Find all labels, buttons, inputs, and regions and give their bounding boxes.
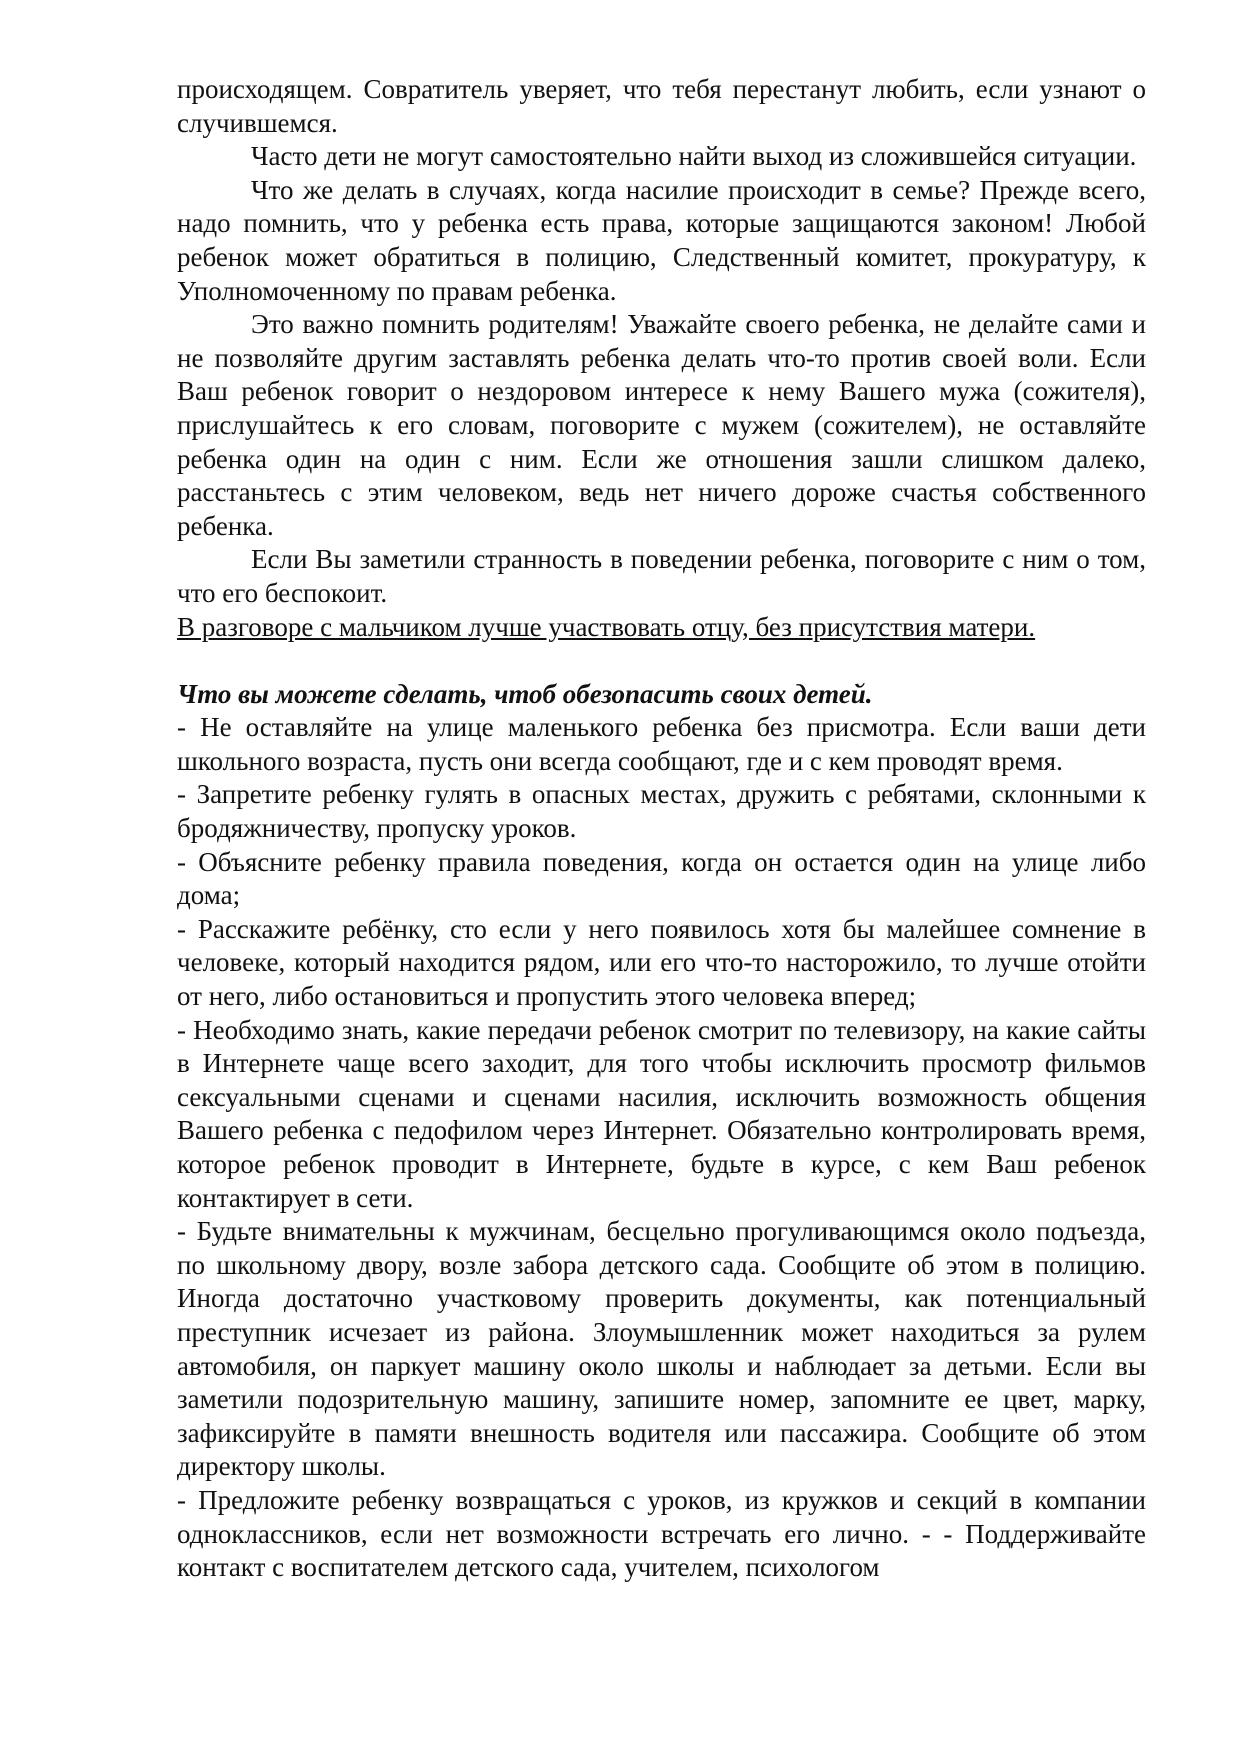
list-item: - Запретите ребенку гулять в опасных местах, дружить с ребятами, склонными к бродяжничеству, пропуску уроков.	[177, 779, 1146, 844]
section-heading: Что вы можете сделать, чтоб обезопасить своих детей.	[177, 678, 873, 709]
list-item: - Предложите ребенку возвращаться с уроков, из кружков и секций в компании одноклассников, если нет возможности встречать его лично. - - Поддерживайте контакт с воспитателем детского сада, учителем, психологом	[177, 1484, 1146, 1583]
paragraph-family-violence: Что же делать в случаях, когда насилие происходит в семье? Прежде всего, надо помнить, что у ребенка есть права, которые защищаются законом! Любой ребенок может обратиться в полицию, Следственный комитет, прокуратуру, к Уполномоченному по правам ребенка.	[177, 174, 1146, 306]
list-item: - Необходимо знать, какие передачи ребенок смотрит по телевизору, на какие сайты в Интернете чаще всего заходит, для того чтобы исключить просмотр фильмов сексуальными сценами и сценами насилия, исключить возможность общения Вашего ребенка с педофилом через Интернет. Обязательно контролировать время, которое ребенок проводит в Интернете, будьте в курсе, с кем Ваш ребенок контактирует в сети.	[177, 1014, 1146, 1213]
document-page	[177, 73, 1146, 1585]
paragraph-parents-advice: Это важно помнить родителям! Уважайте своего ребенка, не делайте сами и не позволяйте другим заставлять ребенка делать что-то против своей воли. Если Ваш ребенок говорит о нездоровом интересе к нему Вашего мужа (сожителя), прислушайтесь к его словам, поговорите с мужем (сожителем), не оставляйте ребенка один на один с ним. Если же отношения зашли слишком далеко, расстаньтесь с этим человеком, ведь нет ничего дороже счастья собственного ребенка.	[177, 309, 1146, 541]
paragraph-continuation: происходящем. Совратитель уверяет, что тебя перестанут любить, если узнают о случившемся.	[177, 74, 1146, 138]
underlined-note: В разговоре с мальчиком лучше участвовать отцу, без присутствия матери.	[177, 611, 1036, 642]
list-item: - Не оставляйте на улице маленького ребенка без присмотра. Если ваши дети школьного возраста, пусть они всегда сообщают, где и с кем проводят время.	[177, 712, 1146, 776]
list-item: - Объясните ребенку правила поведения, когда он остается один на улице либо дома;	[177, 846, 1146, 911]
paragraph-strange-behavior: Если Вы заметили странность в поведении ребенка, поговорите с ним о том, что его беспокоит.	[177, 544, 1146, 608]
list-item: - Будьте внимательны к мужчинам, бесцельно прогуливающимся около подъезда, по школьному двору, возле забора детского сада. Сообщите об этом в полицию. Иногда достаточно участковому проверить документы, как потенциальный преступник исчезает из района. Злоумышленник может находиться за рулем автомобиля, он паркует машину около школы и наблюдает за детьми. Если вы заметили подозрительную машину, запишите номер, запомните ее цвет, марку, зафиксируйте в памяти внешность водителя или пассажира. Сообщите об этом директору школы.	[177, 1216, 1146, 1482]
paragraph-children-no-exit: Часто дети не могут самостоятельно найти выход из сложившейся ситуации.	[251, 141, 1137, 172]
list-item: - Расскажите ребёнку, сто если у него появилось хотя бы малейшее сомнение в человеке, который находится рядом, или его что-то насторожило, то лучше отойти от него, либо остановиться и пропустить этого человека вперед;	[177, 913, 1146, 1012]
spacer	[177, 644, 1146, 678]
safety-tips-list	[177, 711, 1146, 1584]
